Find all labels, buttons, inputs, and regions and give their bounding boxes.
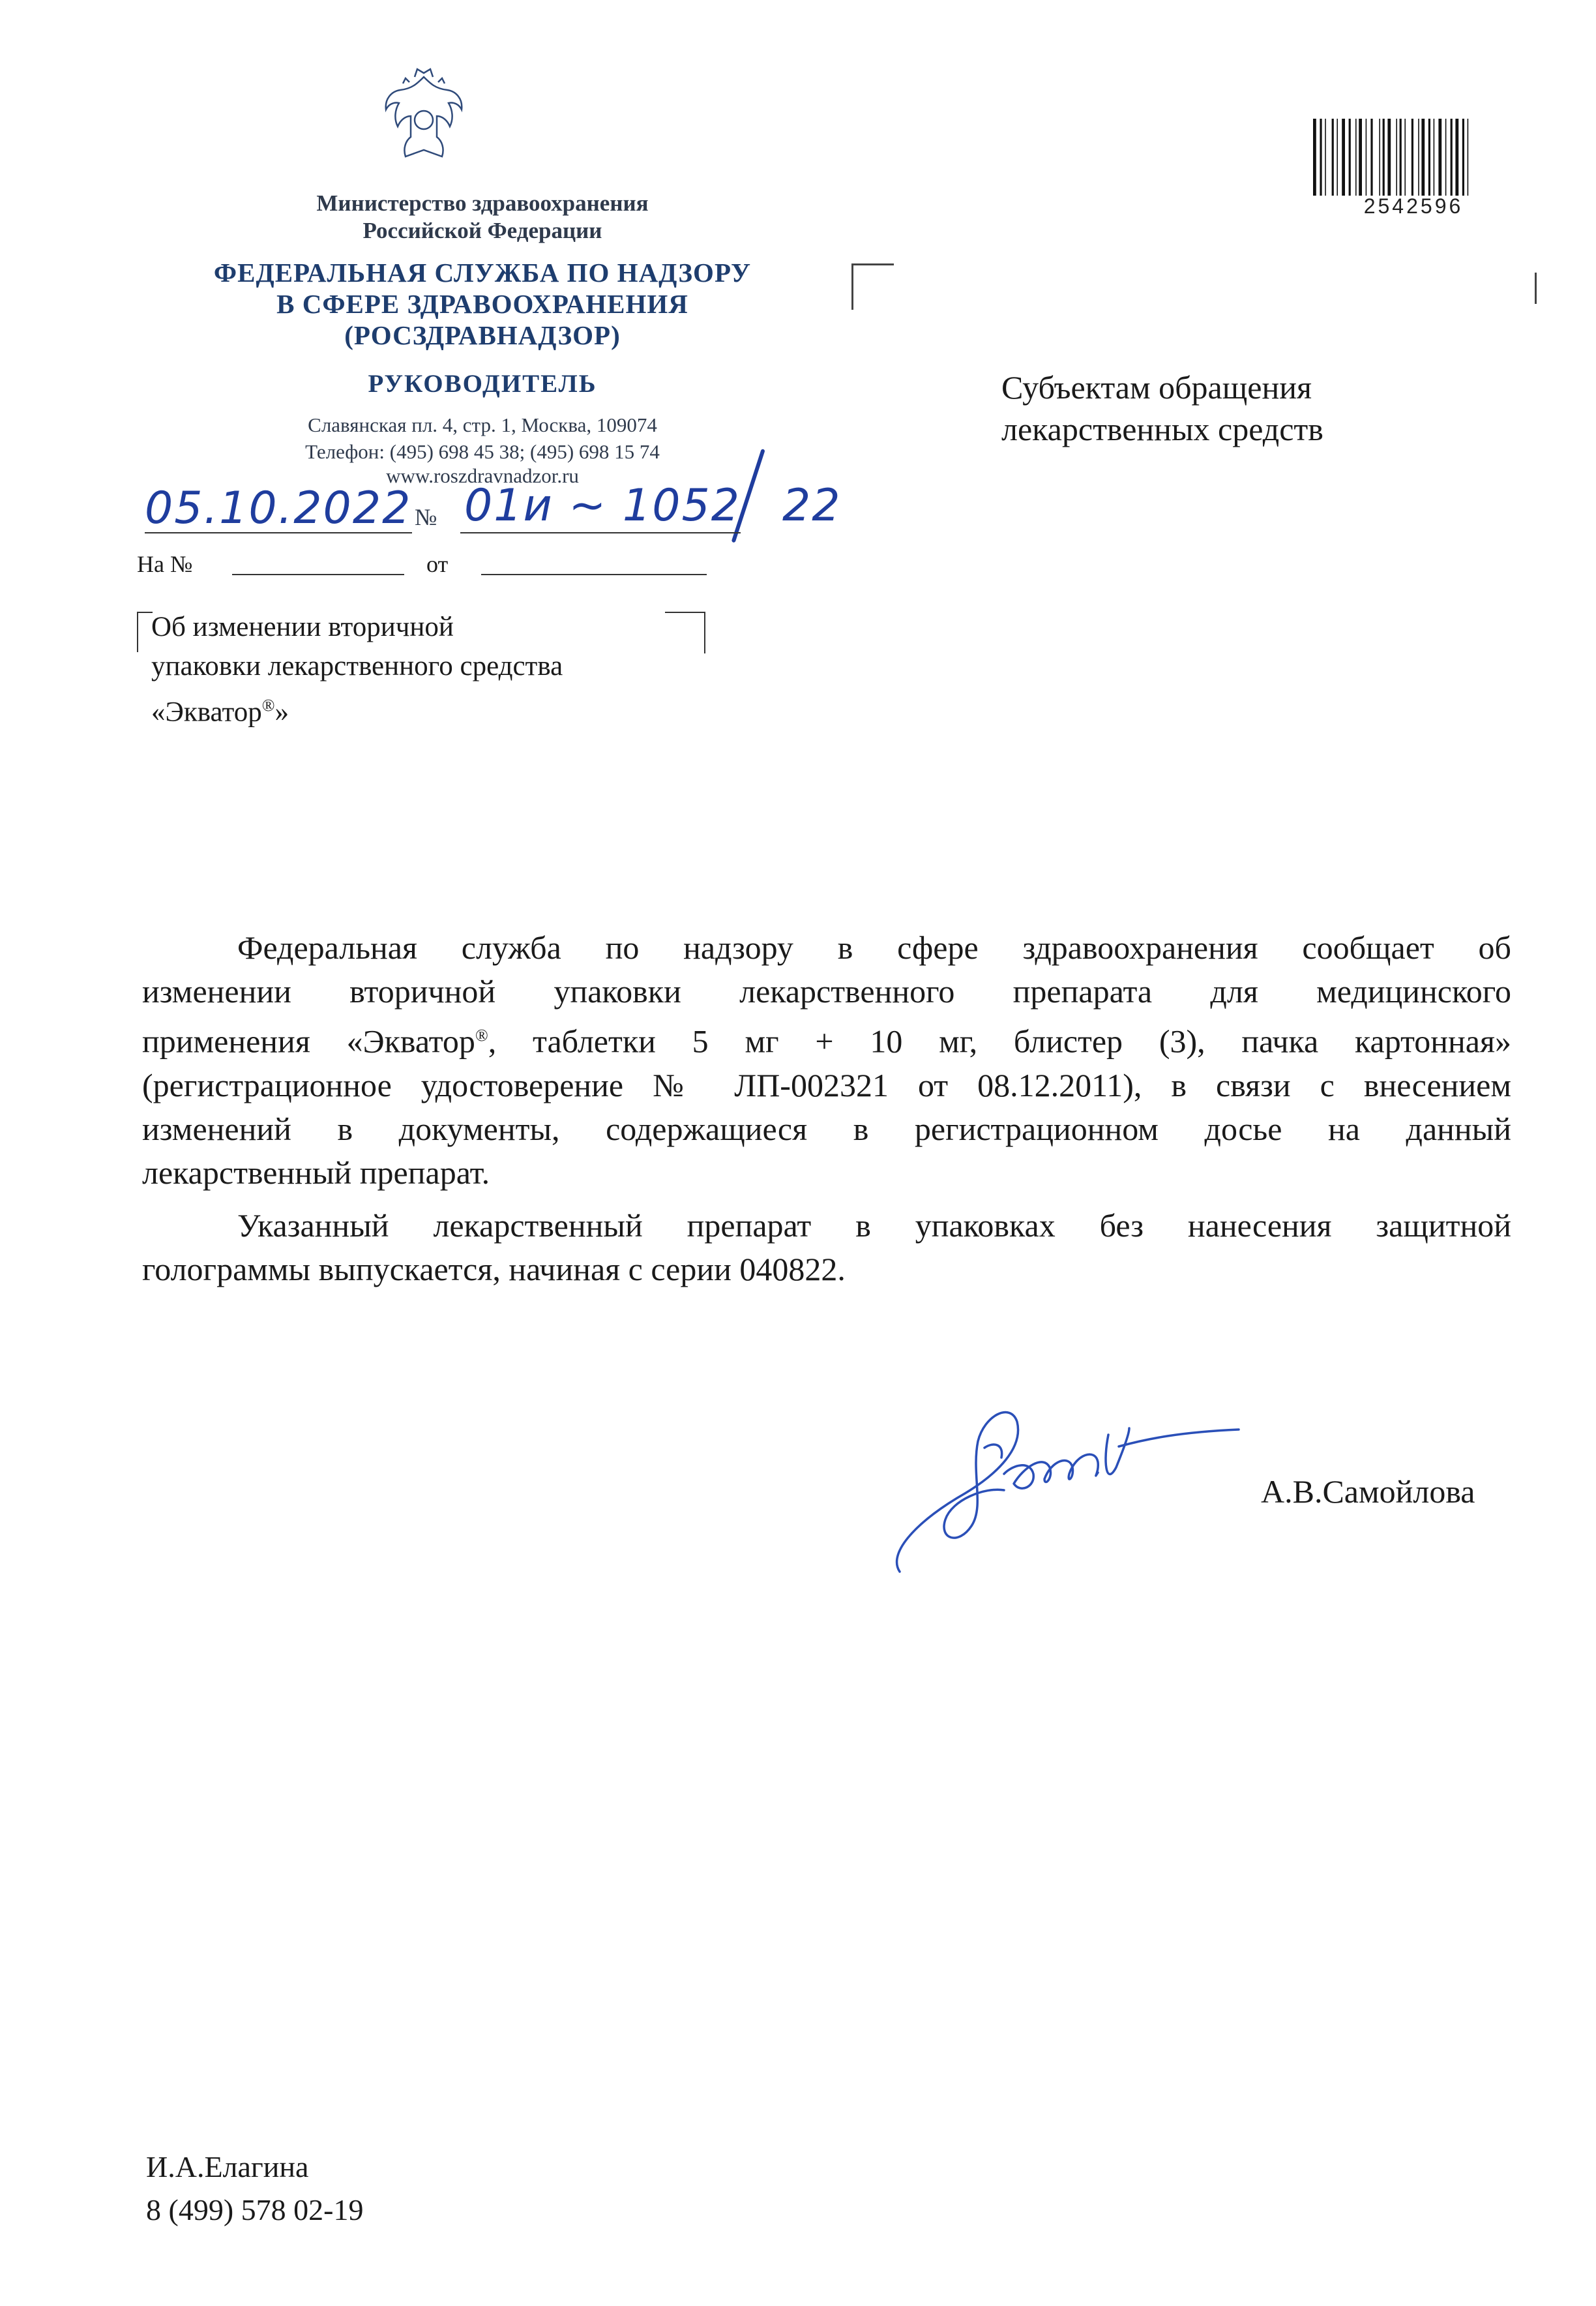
ministry-name-line: Российской Федерации	[362, 218, 602, 243]
registration-number: 01и ~ 1052	[464, 480, 741, 532]
body-line: лекарственный препарат.	[142, 1154, 490, 1191]
recipient-bracket-right	[1535, 273, 1537, 304]
body-line	[142, 1013, 1511, 1064]
barcode-bar	[1451, 119, 1453, 196]
reference-number-label: На №	[137, 551, 193, 577]
double-headed-eagle-emblem-icon	[372, 64, 476, 168]
body-line-part: , таблетки 5 мг + 10 мг, блистер (3), пачка картонная»	[488, 1023, 1511, 1060]
barcode-bar	[1411, 119, 1413, 196]
body-line: изменении вторичной упаковки лекарственного препарата для медицинского	[142, 973, 1511, 1010]
subject-closing-quote: »	[274, 696, 289, 728]
barcode-bar	[1455, 119, 1458, 196]
body-line-part: применения «Экватор	[142, 1023, 475, 1060]
date-underline	[145, 532, 412, 533]
barcode-bar	[1418, 119, 1419, 196]
signer-name: А.В.Самойлова	[1261, 1473, 1475, 1510]
barcode-bar	[1342, 119, 1345, 196]
body-line: изменений в документы, содержащиеся в регистрационном досье на данный	[142, 1110, 1511, 1147]
reference-number-blank	[232, 574, 404, 575]
barcode-bar	[1370, 119, 1372, 196]
agency-name-line: ФЕДЕРАЛЬНАЯ СЛУЖБА ПО НАДЗОРУ	[213, 258, 752, 288]
subject-line: упаковки лекарственного средства	[151, 651, 563, 681]
barcode-bar	[1468, 119, 1469, 196]
subject-line	[151, 686, 289, 732]
body-paragraph	[142, 1204, 1511, 1291]
number-underline	[460, 532, 741, 533]
barcode-bar	[1396, 119, 1397, 196]
ministry-name-line: Министерство здравоохранения	[316, 190, 649, 216]
registered-mark: ®	[475, 1026, 488, 1045]
registration-year: 22	[782, 480, 842, 532]
barcode	[1312, 119, 1515, 196]
barcode-bar	[1332, 119, 1334, 196]
barcode-number: 2542596	[1363, 194, 1464, 218]
barcode-bar	[1366, 119, 1367, 196]
body-line: (регистрационное удостоверение № ЛП-002321 от 08.12.2011), в связи с внесением	[142, 1066, 1511, 1103]
agency-phone: Телефон: (495) 698 45 38; (495) 698 15 74	[305, 440, 660, 463]
contact-name: И.А.Елагина	[146, 2150, 309, 2183]
barcode-bar	[1434, 119, 1435, 196]
barcode-bar	[1325, 119, 1326, 196]
contact-phone: 8 (499) 578 02-19	[146, 2193, 364, 2226]
registered-mark: ®	[261, 696, 275, 715]
reference-date-label: от	[426, 551, 449, 577]
barcode-bar	[1355, 119, 1357, 196]
handwritten-signature	[874, 1376, 1278, 1578]
agency-abbreviation: (РОСЗДРАВНАДЗОР)	[344, 320, 621, 350]
barcode-bar	[1359, 119, 1362, 196]
barcode-bar	[1438, 119, 1441, 196]
agency-name-line: В СФЕРЕ ЗДРАВООХРАНЕНИЯ	[276, 289, 688, 319]
reference-date-blank	[481, 574, 707, 575]
subject-bracket-left	[137, 612, 153, 652]
recipient-bracket-left	[851, 263, 894, 310]
subject-line: Об изменении вторичной	[151, 612, 454, 642]
number-sign: №	[415, 504, 437, 530]
recipient-line: лекарственных средств	[1001, 411, 1323, 447]
barcode-bar	[1400, 119, 1402, 196]
head-title: РУКОВОДИТЕЛЬ	[368, 370, 597, 398]
body-paragraph	[142, 926, 1511, 1195]
barcode-bar	[1462, 119, 1464, 196]
barcode-bar	[1320, 119, 1322, 196]
barcode-bar	[1428, 119, 1430, 196]
barcode-bar	[1349, 119, 1351, 196]
agency-website: www.roszdravnadzor.ru	[386, 464, 579, 487]
barcode-bar	[1379, 119, 1380, 196]
barcode-bar	[1387, 119, 1391, 196]
subject-bracket-right	[665, 612, 705, 653]
body-line: Указанный лекарственный препарат в упаковках без нанесения защитной	[237, 1207, 1511, 1244]
barcode-bar	[1313, 119, 1316, 196]
body-line: голограммы выпускается, начиная с серии 040822.	[142, 1251, 846, 1287]
subject-product-name: «Экватор	[151, 696, 262, 728]
barcode-bar	[1337, 119, 1338, 196]
barcode-bar	[1383, 119, 1385, 196]
barcode-bar	[1404, 119, 1406, 196]
barcode-bar	[1445, 119, 1447, 196]
body-line: Федеральная служба по надзору в сфере здравоохранения сообщает об	[237, 929, 1511, 966]
registration-date: 05.10.2022	[145, 483, 412, 534]
recipient-line: Субъектам обращения	[1001, 369, 1312, 406]
agency-address: Славянская пл. 4, стр. 1, Москва, 109074	[308, 413, 657, 436]
barcode-bar	[1421, 119, 1425, 196]
